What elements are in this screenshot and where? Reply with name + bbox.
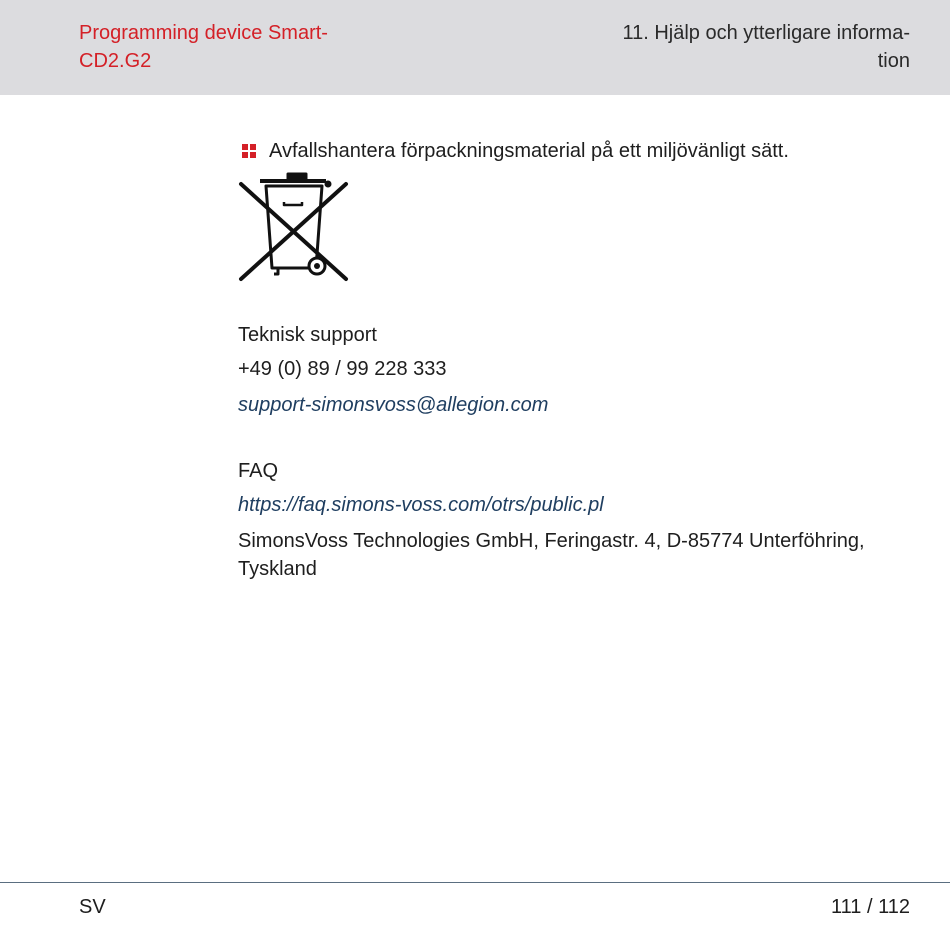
faq-url-link[interactable]: https://faq.simons-voss.com/otrs/public.pl — [238, 494, 604, 516]
support-heading: Teknisk support — [238, 324, 377, 346]
bullet-text: Avfallshantera förpackningsmaterial på ett miljövänligt sätt. — [269, 140, 789, 162]
support-phone: +49 (0) 89 / 99 228 333 — [238, 358, 447, 380]
section-title — [590, 19, 910, 75]
page-header — [0, 0, 950, 95]
footer-page-number: 111 / 112 — [831, 896, 910, 918]
footer-divider — [0, 882, 950, 883]
list-item — [238, 136, 918, 166]
section-title-line1: 11. Hjälp och ytterligare informa- — [622, 22, 910, 44]
document-title — [79, 19, 409, 75]
document-title-line2: CD2.G2 — [79, 50, 152, 72]
address-line2: Tyskland — [238, 558, 317, 580]
footer-language: SV — [79, 896, 106, 918]
page-content — [238, 136, 918, 580]
bullet-square-icon — [242, 144, 256, 158]
document-title-line1: Programming device Smart- — [79, 22, 328, 44]
section-title-line2: tion — [877, 50, 910, 72]
address-line1: SimonsVoss Technologies GmbH, Feringastr. 4, D-85774 Unterföhring, — [238, 530, 865, 552]
crossed-out-wheelie-bin-icon — [238, 172, 350, 284]
support-email-link[interactable]: support-simonsvoss@allegion.com — [238, 394, 549, 416]
faq-heading: FAQ — [238, 460, 279, 482]
